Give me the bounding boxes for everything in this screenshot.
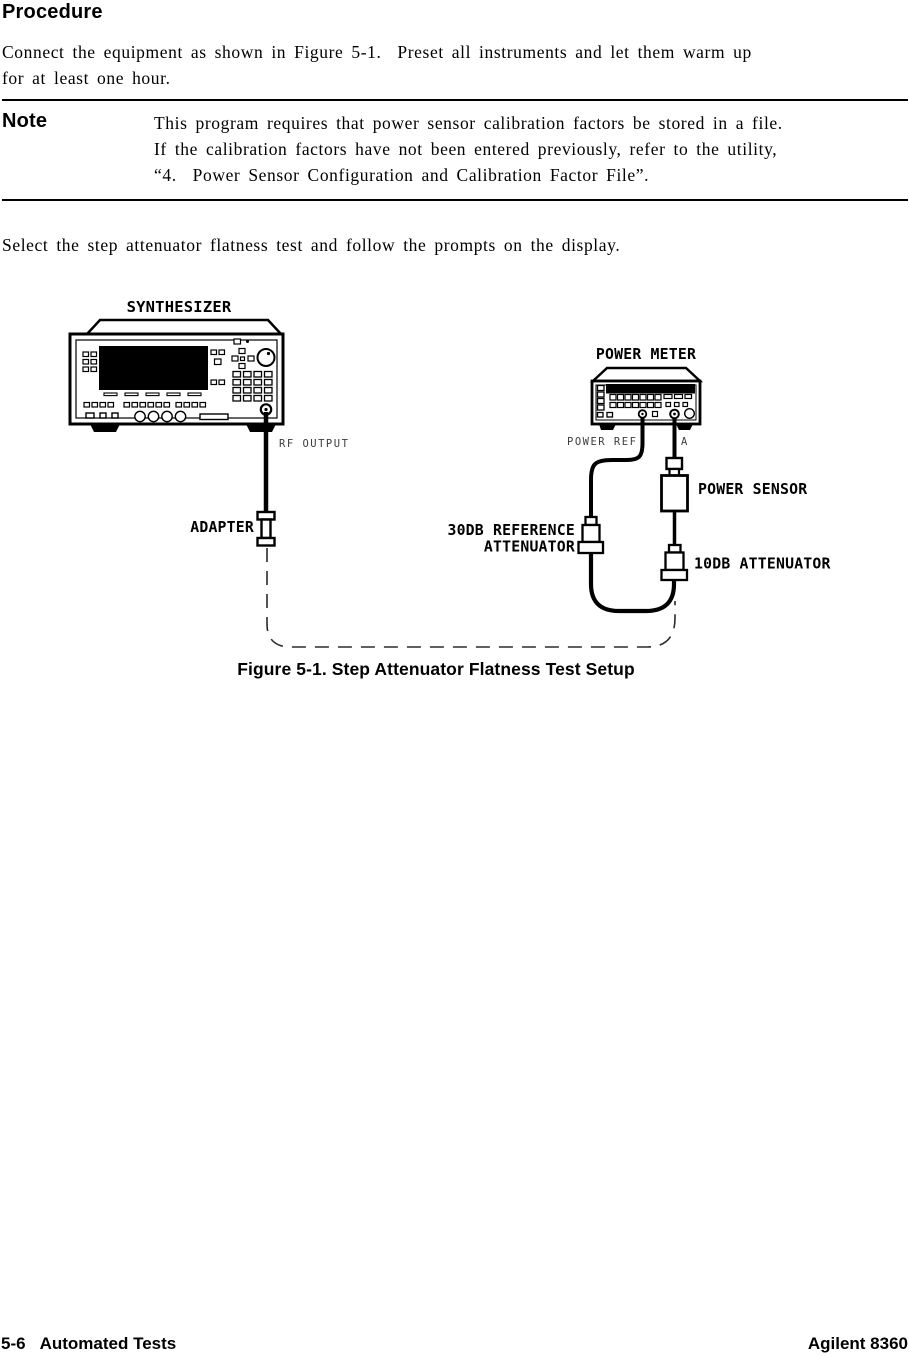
ref-attenuator-label-line2: ATTENUATOR: [483, 538, 575, 556]
note-label: Note: [2, 110, 48, 132]
power-sensor-label: POWER SENSOR: [698, 481, 808, 498]
synthesizer-top-bevel: [87, 320, 281, 334]
select-instruction: Select the step attenuator flatness test and follow the prompts on the display.: [2, 235, 621, 255]
synthesizer-drawing: [70, 298, 283, 432]
note-label-column: [2, 110, 154, 188]
power-ref-cable: [591, 418, 643, 517]
dashed-cable: [267, 548, 675, 647]
synthesizer-label: SYNTHESIZER: [126, 298, 232, 316]
power-meter-foot-left: [599, 424, 616, 430]
synthesizer-display: [99, 346, 208, 390]
power-ref-connector: [639, 410, 647, 418]
power-sensor-symbol: [662, 458, 688, 511]
ref-attenuator-symbol: [579, 517, 604, 553]
adapter-label: ADAPTER: [190, 519, 254, 536]
footer-section: Automated Tests: [39, 1334, 177, 1353]
power-meter-drawing: [592, 346, 700, 430]
synthesizer-middle-key-row: [84, 403, 206, 408]
synthesizer-foot-left: [90, 424, 120, 432]
intro-line: for at least one hour.: [2, 68, 171, 88]
power-meter-label: POWER METER: [595, 346, 697, 363]
note-line: “4. Power Sensor Configuration and Calibration Factor File”.: [154, 165, 650, 185]
input-a-label: A: [681, 436, 689, 448]
power-meter-spare-connector: [685, 409, 695, 419]
power-ref-label: POWER REF: [567, 436, 638, 448]
u-cable: [591, 553, 674, 611]
power-meter-top-bevel: [593, 368, 700, 381]
figure-caption: Figure 5-1. Step Attenuator Flatness Test Setup: [237, 659, 635, 679]
power-meter-small-key: [653, 412, 658, 417]
ref-attenuator-label-line1: 30DB REFERENCE: [447, 522, 575, 539]
footer-left: [1, 1334, 176, 1354]
intro-paragraph: [2, 39, 909, 91]
page-footer: [1, 1334, 908, 1354]
input-a-connector: [670, 410, 679, 419]
adapter-symbol: [258, 512, 275, 546]
power-meter-foot-right: [676, 424, 693, 430]
note-block: [2, 99, 908, 201]
attenuator-10db-symbol: [662, 545, 688, 580]
footer-product: Agilent 8360: [807, 1334, 908, 1353]
note-line: This program requires that power sensor calibration factors be stored in a file.: [154, 113, 783, 133]
synthesizer-knob: [258, 349, 275, 366]
synthesizer-foot-right: [246, 424, 276, 432]
footer-page-number: 5-6: [1, 1334, 26, 1353]
rf-output-label: RF OUTPUT: [279, 438, 350, 450]
attenuator-10db-label: 10DB ATTENUATOR: [694, 555, 831, 573]
power-meter-display: [606, 384, 695, 394]
note-body: [154, 110, 908, 188]
page-title: Procedure: [2, 1, 103, 23]
note-line: If the calibration factors have not been entered previously, refer to the utility,: [154, 139, 778, 159]
figure-5-1-diagram: [0, 290, 909, 658]
intro-line: Connect the equipment as shown in Figure 5-1. Preset all instruments and let them warm up: [2, 42, 752, 62]
